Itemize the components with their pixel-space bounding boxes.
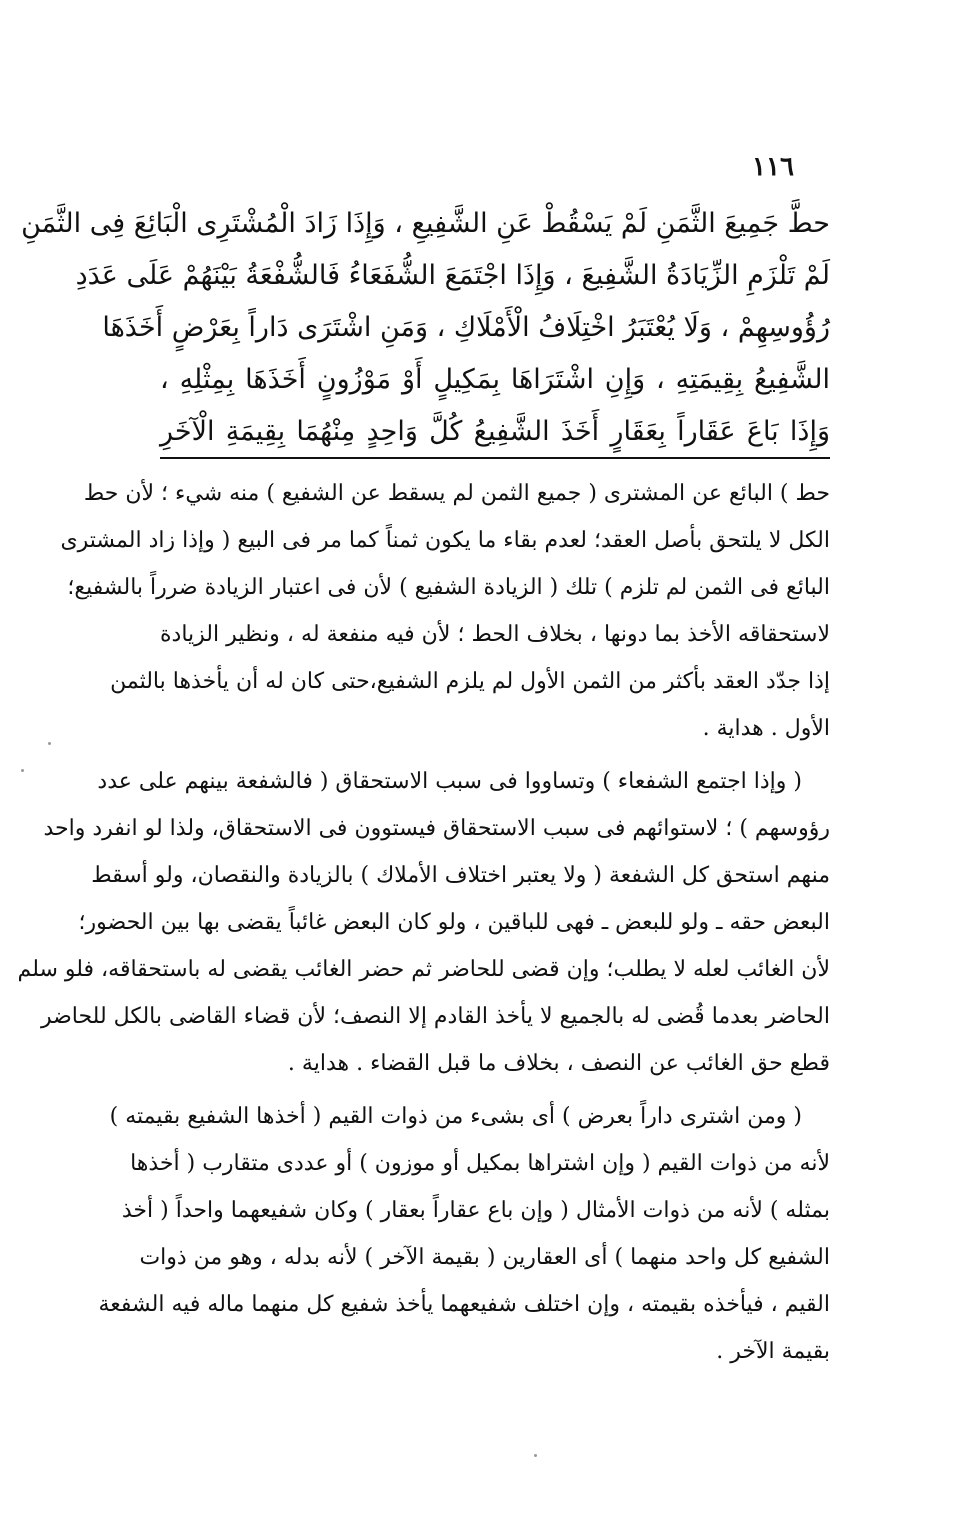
commentary-line: البائع فى الثمن لم تلزم ) تلك ( الزيادة الشفيع ) لأن فى اعتبار الزيادة ضرراً بالشفيع؛ [67, 575, 830, 600]
commentary-line: الأول . هداية . [702, 716, 830, 741]
commentary [17, 470, 830, 1381]
commentary-paragraph [17, 758, 830, 1087]
divider-line [160, 457, 830, 459]
commentary-line: الحاضر بعدما قُضى له بالجميع لا يأخذ القادم إلا النصف؛ لأن قضاء القاضى بالكل للحاضر [40, 1004, 830, 1029]
page-number: ١١٦ [752, 152, 794, 182]
scan-speck [534, 1454, 537, 1457]
commentary-line: رؤوسهم ) ؛ لاستوائهم فى سبب الاستحقاق فيستوون فى الاستحقاق، ولذا لو انفرد واحد [43, 816, 830, 841]
commentary-line: حط ) البائع عن المشترى ( جميع الثمن لم يسقط عن الشفيع ) منه شيء ؛ لأن حط [83, 481, 830, 506]
commentary-line: ( وإذا اجتمع الشفعاء ) وتساووا فى سبب الاستحقاق ( فالشفعة بينهم على عدد [97, 769, 802, 794]
commentary-line: الكل لا يلتحق بأصل العقد؛ لعدم بقاء ما يكون ثمناً كما مر فى البيع ( وإذا زاد المشترى [60, 528, 830, 553]
commentary-line: البعض حقه ـ ولو للبعض ـ فهى للباقين ، ولو كان البعض غائباً يقضى بها بين الحضور؛ [78, 910, 830, 935]
main-text-line: لَمْ تَلْزَمِ الزِّيَادَةُ الشَّفِيعَ ، وَإِذَا اجْتَمَعَ الشُّفَعَاءُ فَالشُّفْعَةُ بَيْنَهُمْ عَلَى عَدَدِ [75, 260, 830, 291]
commentary-line: لأن الغائب لعله لا يطلب؛ وإن قضى للحاضر ثم حضر الغائب يقضى له باستحقاقه، فلو سلم [17, 957, 830, 982]
commentary-paragraph [60, 470, 830, 752]
main-text-line: وَإِذَا بَاعَ عَقَاراً بِعَقَارٍ أَخَذَ الشَّفِيعُ كُلَّ وَاحِدٍ مِنْهُمَا بِقِيمَةِ الْآخَرِ [160, 416, 830, 447]
main-text [21, 198, 830, 458]
commentary-line: إذا جدّد العقد بأكثر من الثمن الأول لم يلزم الشفيع،حتى كان له أن يأخذها بالثمن [110, 669, 830, 694]
main-text-line: رُؤُوسِهِمْ ، وَلَا يُعْتَبَرُ اخْتِلَافُ الْأَمْلَاكِ ، وَمَنِ اشْتَرَى دَاراً بِعَرْضٍ أَخَذَهَا [102, 312, 830, 343]
main-text-line: حطَّ جَمِيعَ الثَّمَنِ لَمْ يَسْقُطْ عَنِ الشَّفِيعِ ، وَإِذَا زَادَ الْمُشْتَرِى الْبَائِعَ فِى الثَّمَنِ [21, 208, 830, 239]
scan-speck [21, 769, 24, 772]
commentary-line: بقيمة الآخر . [716, 1339, 830, 1364]
commentary-paragraph [98, 1093, 830, 1375]
commentary-line: ( ومن اشترى داراً بعرض ) أى بشىء من ذوات القيم ( أخذها الشفيع بقيمته ) [109, 1104, 802, 1129]
scan-speck [48, 742, 51, 745]
main-text-line: الشَّفِيعُ بِقِيمَتِهِ ، وَإِنِ اشْتَرَاهَا بِمَكِيلٍ أَوْ مَوْزُونٍ أَخَذَهَا بِمِثْلِهِ ، [160, 364, 830, 395]
commentary-line: منهم استحق كل الشفعة ( ولا يعتبر اختلاف الأملاك ) بالزيادة والنقصان، ولو أسقط [91, 863, 830, 888]
commentary-line: لأنه من ذوات القيم ( وإن اشتراها بمكيل أو موزون ) أو عددى متقارب ( أخذها [130, 1151, 830, 1176]
commentary-line: بمثله ) لأنه من ذوات الأمثال ( وإن باع عقاراً بعقار ) وكان شفيعهما واحداً ( أخذ [121, 1198, 830, 1223]
commentary-line: قطع حق الغائب عن النصف ، بخلاف ما قبل القضاء . هداية . [287, 1051, 830, 1076]
commentary-line: لاستحقاقه الأخذ بما دونها ، بخلاف الحط ؛ لأن فيه منفعة له ، ونظير الزيادة [160, 622, 830, 647]
commentary-line: القيم ، فيأخذه بقيمته ، وإن اختلف شفيعهما يأخذ شفيع كل منهما ماله فيه الشفعة [98, 1292, 830, 1317]
commentary-line: الشفيع كل واحد منهما ) أى العقارين ( بقيمة الآخر ) لأنه بدله ، وهو من ذوات [139, 1245, 830, 1270]
